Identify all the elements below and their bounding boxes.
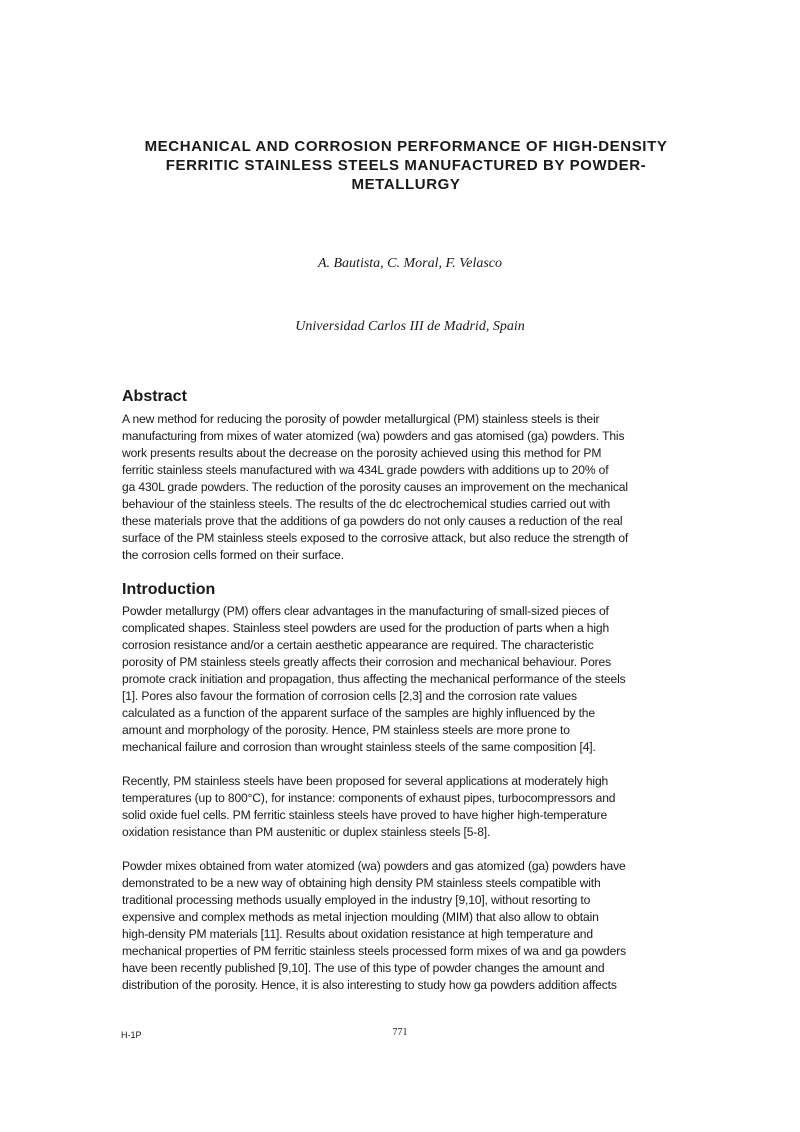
intro-line: distribution of the porosity. Hence, it is also interesting to study how ga powders addition affects [122, 978, 617, 992]
intro-line: Recently, PM stainless steels have been proposed for several applications at moderately high [122, 774, 609, 788]
abstract-line: surface of the PM stainless steels exposed to the corrosive attack, but also reduce the strength of [122, 531, 629, 545]
intro-line: traditional processing methods usually employed in the industry [9,10], without resorting to [122, 893, 591, 907]
intro-line: corrosion resistance and/or a certain aesthetic appearance are required. The characteristic [122, 638, 594, 652]
affiliation: Universidad Carlos III de Madrid, Spain [295, 319, 525, 334]
page-number: 771 [392, 1027, 408, 1038]
title-line: MECHANICAL AND CORROSION PERFORMANCE OF HIGH-DENSITY [144, 138, 668, 155]
abstract-body [122, 411, 712, 564]
abstract-line: manufacturing from mixes of water atomized (wa) powders and gas atomised (ga) powders. This [122, 429, 625, 443]
intro-line: [1]. Pores also favour the formation of corrosion cells [2,3] and the corrosion rate values [122, 689, 577, 703]
intro-paragraph-3 [122, 858, 712, 994]
intro-line: mechanical properties of PM ferritic stainless steels processed form mixes of wa and ga powders [122, 944, 626, 958]
intro-line: temperatures (up to 800°C), for instance: components of exhaust pipes, turbocompressors and [122, 791, 616, 805]
intro-line: Powder metallurgy (PM) offers clear advantages in the manufacturing of small-sized pieces of [122, 604, 609, 618]
intro-line: Powder mixes obtained from water atomized (wa) powders and gas atomized (ga) powders have [122, 859, 626, 873]
intro-line: porosity of PM stainless steels greatly affects their corrosion and mechanical behaviour. Pores [122, 655, 612, 669]
abstract-line: work presents results about the decrease on the porosity achieved using this method for PM [122, 446, 602, 460]
intro-line: calculated as a function of the apparent surface of the samples are highly influenced by the [122, 706, 595, 720]
authors: A. Bautista, C. Moral, F. Velasco [317, 256, 503, 271]
intro-line: expensive and complex methods as metal injection moulding (MIM) that also allow to obtain [122, 910, 599, 924]
abstract-line: ga 430L grade powders. The reduction of the porosity causes an improvement on the mechanical [122, 480, 628, 494]
abstract-line: ferritic stainless steels manufactured with wa 434L grade powders with additions up to 20% of [122, 463, 609, 477]
title-line: FERRITIC STAINLESS STEELS MANUFACTURED BY POWDER- [165, 157, 647, 174]
title-line: METALLURGY [351, 176, 461, 193]
intro-line: oxidation resistance than PM austenitic or duplex stainless steels [5-8]. [122, 825, 491, 839]
footer-code: H-1P [121, 1030, 142, 1040]
intro-line: complicated shapes. Stainless steel powders are used for the production of parts when a high [122, 621, 610, 635]
intro-line: demonstrated to be a new way of obtaining high density PM stainless steels compatible with [122, 876, 601, 890]
abstract-line: A new method for reducing the porosity of powder metallurgical (PM) stainless steels is their [122, 412, 600, 426]
abstract-line: behaviour of the stainless steels. The results of the dc electrochemical studies carried out with [122, 497, 611, 511]
intro-line: promote crack initiation and propagation, thus affecting the mechanical performance of the steels [122, 672, 626, 686]
intro-paragraph-1 [122, 603, 712, 756]
intro-paragraph-2 [122, 773, 712, 841]
intro-line: high-density PM materials [11]. Results about oxidation resistance at high temperature and [122, 927, 593, 941]
intro-line: mechanical failure and corrosion than wrought stainless steels of the same composition [4]. [122, 740, 596, 754]
intro-line: solid oxide fuel cells. PM ferritic stainless steels have proved to have higher high-temperature [122, 808, 608, 822]
abstract-line: the corrosion cells formed on their surface. [122, 548, 344, 562]
introduction-heading: Introduction [122, 581, 216, 598]
abstract-heading: Abstract [122, 388, 187, 405]
intro-line: amount and morphology of the porosity. Hence, PM stainless steels are more prone to [122, 723, 570, 737]
paper-title [110, 137, 702, 194]
abstract-line: these materials prove that the additions of ga powders do not only causes a reduction of the real [122, 514, 623, 528]
intro-line: have been recently published [9,10]. The use of this type of powder changes the amount and [122, 961, 605, 975]
